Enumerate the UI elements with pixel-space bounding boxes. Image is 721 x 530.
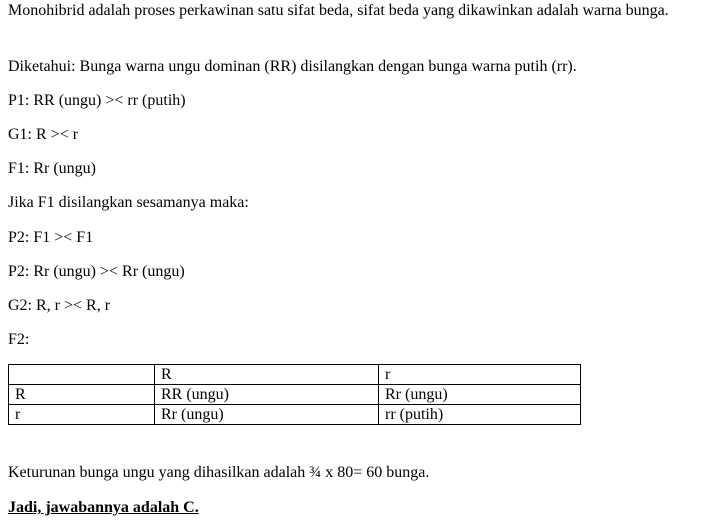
table-cell: r: [9, 405, 155, 425]
result-line: Keturunan bunga ungu yang dihasilkan adalah ¾ x 80= 60 bunga.: [8, 464, 430, 481]
table-header-cell: r: [379, 365, 581, 385]
intro-paragraph: Monohibrid adalah proses perkawinan satu sifat beda, sifat beda yang dikawinkan adalah warna bunga.: [8, 2, 669, 19]
given-line: Diketahui: Bunga warna ungu dominan (RR) disilangkan dengan bunga warna putih (rr).: [8, 58, 577, 75]
g2-line: G2: R, r >< R, r: [8, 297, 111, 314]
table-header-cell: [9, 365, 155, 385]
table-cell: RR (ungu): [155, 385, 379, 405]
p1-line: P1: RR (ungu) >< rr (putih): [8, 92, 186, 109]
table-cell: Rr (ungu): [155, 405, 379, 425]
table-row: [9, 405, 581, 425]
f2-line: F2:: [8, 331, 30, 348]
table-row: [9, 385, 581, 405]
table-cell: rr (putih): [379, 405, 581, 425]
table-cell: R: [9, 385, 155, 405]
g1-line: G1: R >< r: [8, 126, 79, 143]
table-cell: Rr (ungu): [379, 385, 581, 405]
punnett-square-table: [8, 364, 581, 425]
p2a-line: P2: F1 >< F1: [8, 229, 94, 246]
conclusion-line: Jadi, jawabannya adalah C.: [8, 499, 199, 516]
p2b-line: P2: Rr (ungu) >< Rr (ungu): [8, 263, 185, 280]
table-header-cell: R: [155, 365, 379, 385]
cross-intro-line: Jika F1 disilangkan sesamanya maka:: [8, 194, 249, 211]
f1-line: F1: Rr (ungu): [8, 160, 96, 177]
table-header-row: [9, 365, 581, 385]
